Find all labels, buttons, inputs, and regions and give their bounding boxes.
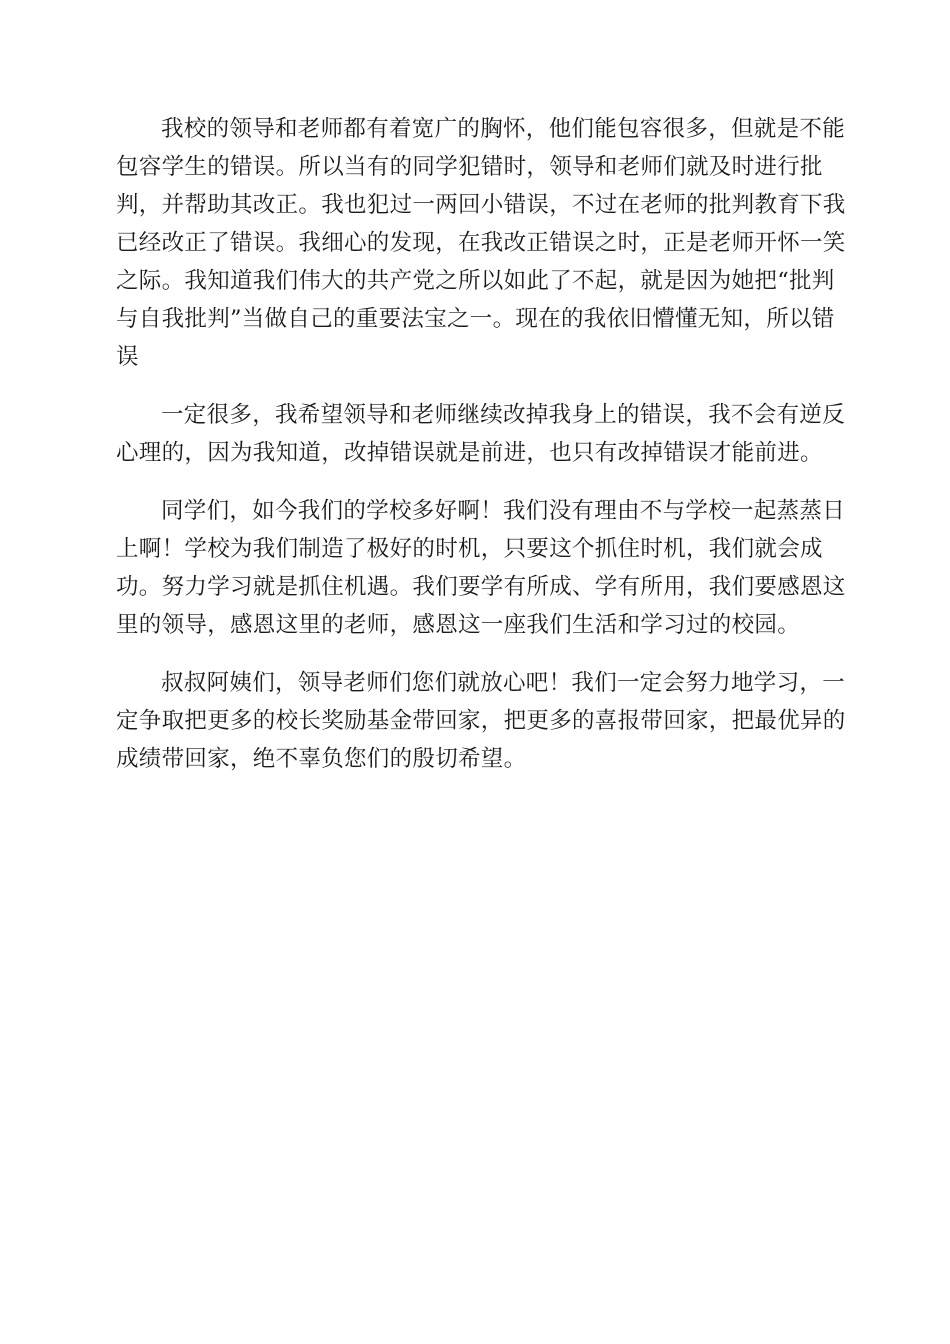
text-line: 心理的，因为我知道，改掉错误就是前进，也只有改掉错误才能前进。 <box>116 440 823 466</box>
text-line: 包容学生的错误。所以当有的同学犯错时，领导和老师们就及时进行批 <box>116 154 823 180</box>
paragraph-1 <box>116 110 846 376</box>
text-line: 同学们，如今我们的学校多好啊！我们没有理由不与学校一起蒸蒸日 <box>161 498 846 524</box>
text-line: 之际。我知道我们伟大的共产党之所以如此了不起，就是因为她把“批判 <box>116 268 835 294</box>
paragraph-4 <box>116 664 846 778</box>
paragraph-3 <box>116 492 846 644</box>
text-line: 已经改正了错误。我细心的发现，在我改正错误之时，正是老师开怀一笑 <box>116 230 846 256</box>
text-line: 与自我批判”当做自己的重要法宝之一。现在的我依旧懵懂无知，所以错 <box>116 306 835 332</box>
text-line: 里的领导，感恩这里的老师，感恩这一座我们生活和学习过的校园。 <box>116 612 801 638</box>
text-line: 定争取把更多的校长奖励基金带回家，把更多的喜报带回家，把最优异的 <box>116 708 846 734</box>
paragraph-2 <box>116 396 846 472</box>
text-line: 功。努力学习就是抓住机遇。我们要学有所成、学有所用，我们要感恩这 <box>116 574 846 600</box>
text-line: 上啊！学校为我们制造了极好的时机，只要这个抓住时机，我们就会成 <box>116 536 823 562</box>
text-line: 我校的领导和老师都有着宽广的胸怀，他们能包容很多，但就是不能 <box>161 116 846 142</box>
text-line: 成绩带回家，绝不辜负您们的殷切希望。 <box>116 746 527 772</box>
text-line: 叔叔阿姨们，领导老师们您们就放心吧！我们一定会努力地学习，一 <box>161 670 846 696</box>
text-line: 一定很多，我希望领导和老师继续改掉我身上的错误，我不会有逆反 <box>161 402 846 428</box>
text-line: 误 <box>116 344 139 370</box>
document-body <box>116 110 846 798</box>
text-line: 判，并帮助其改正。我也犯过一两回小错误，不过在老师的批判教育下我 <box>116 192 846 218</box>
